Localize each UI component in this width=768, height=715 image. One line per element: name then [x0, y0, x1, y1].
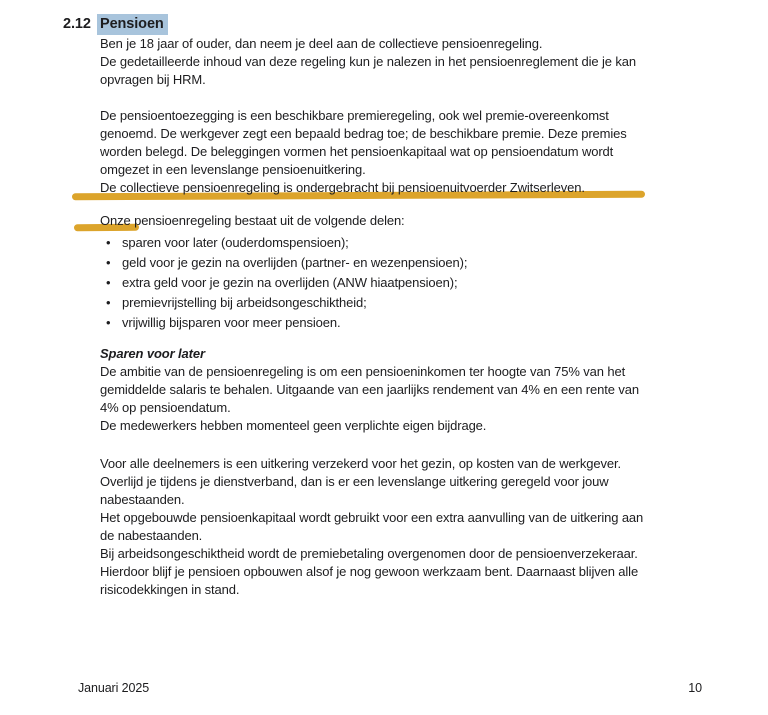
text-line: opvragen bij HRM. [100, 72, 206, 87]
text-line: Voor alle deelnemers is een uitkering verzekerd voor het gezin, op kosten van de werkgever. [100, 456, 621, 471]
text-line: de nabestaanden. [100, 528, 203, 543]
section-number: 2.12 [63, 16, 91, 32]
section-heading [63, 14, 720, 35]
text-line: Het opgebouwde pensioenkapitaal wordt gebruikt voor een extra aanvulling van de uitkering aan [100, 510, 644, 525]
bullet-item: • extra geld voor je gezin na overlijden (ANW hiaatpensioen); [100, 274, 720, 292]
text-line: De ambitie van de pensioenregeling is om een pensioeninkomen ter hoogte van 75% van het [100, 364, 626, 379]
text-line: Hierdoor blijf je pensioen opbouwen alsof je nog gewoon werkzaam bent. Daarnaast blijven alle [100, 564, 639, 579]
bullet-item: • premievrijstelling bij arbeidsongeschiktheid; [100, 294, 720, 312]
paragraph-coverage [100, 455, 720, 599]
page-number: 10 [688, 681, 702, 695]
text-line: gemiddelde salaris te behalen. Uitgaande van een jaarlijks rendement van 4% en een rente van [100, 382, 639, 397]
subsection-heading: Sparen voor later [100, 346, 205, 361]
paragraph-intro [100, 35, 720, 89]
text-line: worden belegd. De beleggingen vormen het pensioenkapitaal wat op pensioendatum wordt [100, 144, 614, 159]
text-line: 4% op pensioendatum. [100, 400, 231, 415]
highlighted-sentence [100, 179, 720, 197]
paragraph-premium [100, 107, 720, 179]
highlighted-sentence-text: De collectieve pensioenregeling is ondergebracht bij pensioenuitvoerder Zwitserleven. [100, 180, 585, 195]
text-line: De gedetailleerde inhoud van deze regeling kun je nalezen in het pensioenreglement die je kan [100, 54, 636, 69]
text-line: Overlijd je tijdens je dienstverband, dan is er een levenslange uitkering geregeld voor jouw [100, 474, 609, 489]
text-line: omgezet in een levenslange pensioenuitkering. [100, 162, 366, 177]
text-line: nabestaanden. [100, 492, 185, 507]
bullet-item: • vrijwillig bijsparen voor meer pensioen. [100, 314, 720, 332]
bullet-list [100, 234, 720, 332]
text-line: Bij arbeidsongeschiktheid wordt de premiebetaling overgenomen door de pensioenverzekeraar. [100, 546, 638, 561]
text-line: De medewerkers hebben momenteel geen verplichte eigen bijdrage. [100, 418, 487, 433]
paragraph-ambition [100, 363, 720, 435]
text-line: Ben je 18 jaar of ouder, dan neem je deel aan de collectieve pensioenregeling. [100, 36, 543, 51]
body-text [100, 35, 720, 599]
page-content [63, 14, 720, 599]
footer-date: Januari 2025 [78, 681, 150, 695]
text-line: De pensioentoezegging is een beschikbare premieregeling, ook wel premie-overeenkomst [100, 108, 609, 123]
bullet-item: • sparen voor later (ouderdomspensioen); [100, 234, 720, 252]
parts-lead-text: Onze pensioenregeling bestaat uit de volgende delen: [100, 213, 405, 228]
text-line: genoemd. De werkgever zegt een bepaald bedrag toe; de beschikbare premie. Deze premies [100, 126, 627, 141]
bullet-item: • geld voor je gezin na overlijden (partner- en wezenpensioen); [100, 254, 720, 272]
section-title: Pensioen [97, 14, 168, 35]
text-line: risicodekkingen in stand. [100, 582, 240, 597]
parts-lead [100, 212, 720, 230]
page-footer [78, 681, 702, 695]
